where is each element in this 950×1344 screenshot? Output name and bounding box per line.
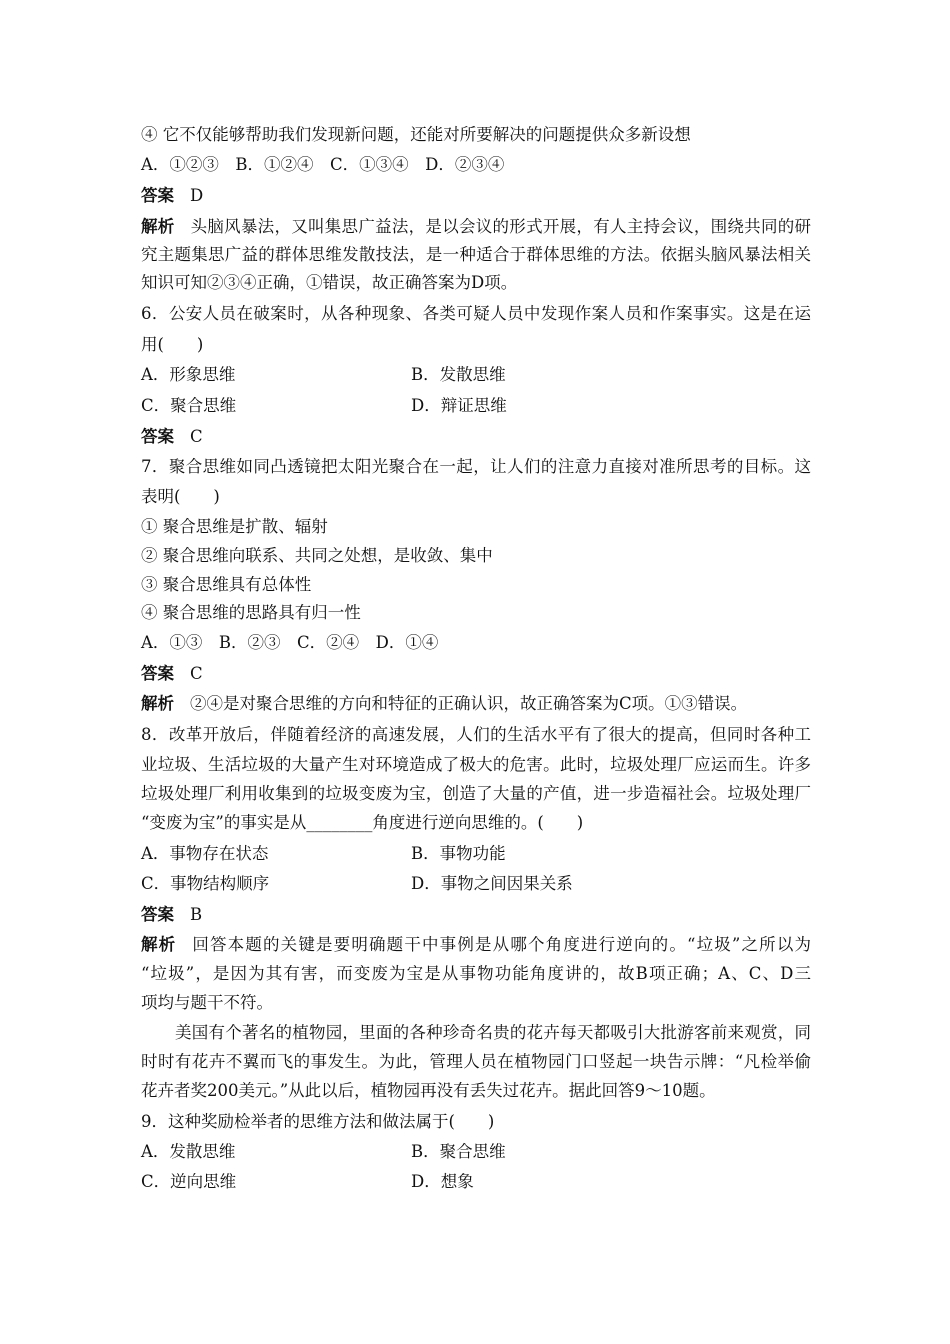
material-2: 时时有花卉不翼而飞的事发生。为此，管理人员在植物园门口竖起一块告示牌：“凡检举偷 [141, 1052, 811, 1071]
material-3: 花卉者奖200美元。”从此以后，植物园再没有丢失过花卉。据此回答9～10题。 [141, 1081, 716, 1100]
q8-answer [141, 904, 202, 926]
q7-statement-1: ① 聚合思维是扩散、辐射 [141, 517, 328, 536]
answer-value: D [190, 186, 204, 205]
answer-label: 答案 [141, 427, 174, 446]
q8-explanation-1 [141, 934, 811, 956]
q9-option-b: B．聚合思维 [411, 1142, 506, 1161]
q5-statement-4: ④ 它不仅能够帮助我们发现新问题，还能对所要解决的问题提供众多新设想 [141, 125, 691, 144]
q8-stem-4: “变废为宝”的事实是从________角度进行逆向思维的。( ) [141, 813, 584, 832]
q6-option-c: C．聚合思维 [141, 396, 237, 415]
q7-statement-2: ② 聚合思维向联系、共同之处想，是收敛、集中 [141, 546, 493, 565]
q8-option-a: A．事物存在状态 [141, 844, 269, 863]
answer-value: C [190, 664, 203, 683]
answer-value: B [190, 905, 203, 924]
explanation-text: ②④是对聚合思维的方向和特征的正确认识，故正确答案为C项。①③错误。 [190, 694, 748, 713]
q8-stem-3: 垃圾处理厂利用收集到的垃圾变废为宝，创造了大量的产值，进一步造福社会。垃圾处理厂 [141, 784, 811, 803]
explanation-label: 解析 [141, 935, 177, 954]
explanation-text: 回答本题的关键是要明确题干中事例是从哪个角度进行逆向的。“垃圾”之所以为 [192, 935, 812, 954]
answer-label: 答案 [141, 905, 174, 924]
q6-stem-1: 6．公安人员在破案时，从各种现象、各类可疑人员中发现作案人员和作案事实。这是在运 [141, 304, 811, 323]
q7-answer [141, 663, 203, 685]
explanation-label: 解析 [141, 694, 174, 713]
q7-stem-2: 表明( ) [141, 487, 220, 506]
q7-statement-3: ③ 聚合思维具有总体性 [141, 575, 312, 594]
q8-stem-1: 8．改革开放后，伴随着经济的高速发展，人们的生活水平有了很大的提高，但同时各种工 [141, 725, 811, 744]
q9-option-d: D．想象 [411, 1172, 474, 1191]
answer-label: 答案 [141, 186, 174, 205]
q8-stem-2: 业垃圾、生活垃圾的大量产生对环境造成了极大的危害。此时，垃圾处理厂应运而生。许多 [141, 755, 811, 774]
answer-label: 答案 [141, 664, 174, 683]
q9-stem: 9．这种奖励检举者的思维方法和做法属于( ) [141, 1112, 495, 1131]
q6-option-a: A．形象思维 [141, 365, 236, 384]
q5-answer [141, 185, 203, 207]
q7-stem-1: 7．聚合思维如同凸透镜把太阳光聚合在一起，让人们的注意力直接对准所思考的目标。这 [141, 457, 811, 476]
q8-option-b: B．事物功能 [411, 844, 506, 863]
q8-option-d: D．事物之间因果关系 [411, 874, 573, 893]
q7-explanation [141, 693, 747, 715]
q8-explanation-2: “垃圾”，是因为其有害，而变废为宝是从事物功能角度讲的，故B项正确；A、C、D三 [141, 964, 811, 983]
q9-option-a: A．发散思维 [141, 1142, 236, 1161]
material-1: 美国有个著名的植物园，里面的各种珍奇名贵的花卉每天都吸引大批游客前来观赏，同 [175, 1023, 811, 1042]
answer-value: C [190, 427, 203, 446]
q8-option-c: C．事物结构顺序 [141, 874, 270, 893]
q5-explanation-2: 究主题集思广益的群体思维发散技法，是一种适合于群体思维的方法。依据头脑风暴法相关 [141, 245, 811, 264]
explanation-label: 解析 [141, 217, 175, 236]
explanation-text: 头脑风暴法，又叫集思广益法，是以会议的形式开展，有人主持会议，围绕共同的研 [190, 217, 812, 236]
q6-answer [141, 426, 203, 448]
q8-explanation-3: 项均与题干不符。 [141, 993, 273, 1012]
q5-explanation-3: 知识可知②③④正确，①错误，故正确答案为D项。 [141, 273, 518, 292]
q7-options: A．①③ B．②③ C．②④ D．①④ [141, 633, 439, 652]
q6-stem-2: 用( ) [141, 335, 204, 354]
q9-option-c: C．逆向思维 [141, 1172, 237, 1191]
q5-explanation-1 [141, 216, 811, 238]
q6-option-d: D．辩证思维 [411, 396, 507, 415]
q5-options: A．①②③ B．①②④ C．①③④ D．②③④ [141, 155, 505, 174]
q7-statement-4: ④ 聚合思维的思路具有归一性 [141, 603, 361, 622]
q6-option-b: B．发散思维 [411, 365, 506, 384]
